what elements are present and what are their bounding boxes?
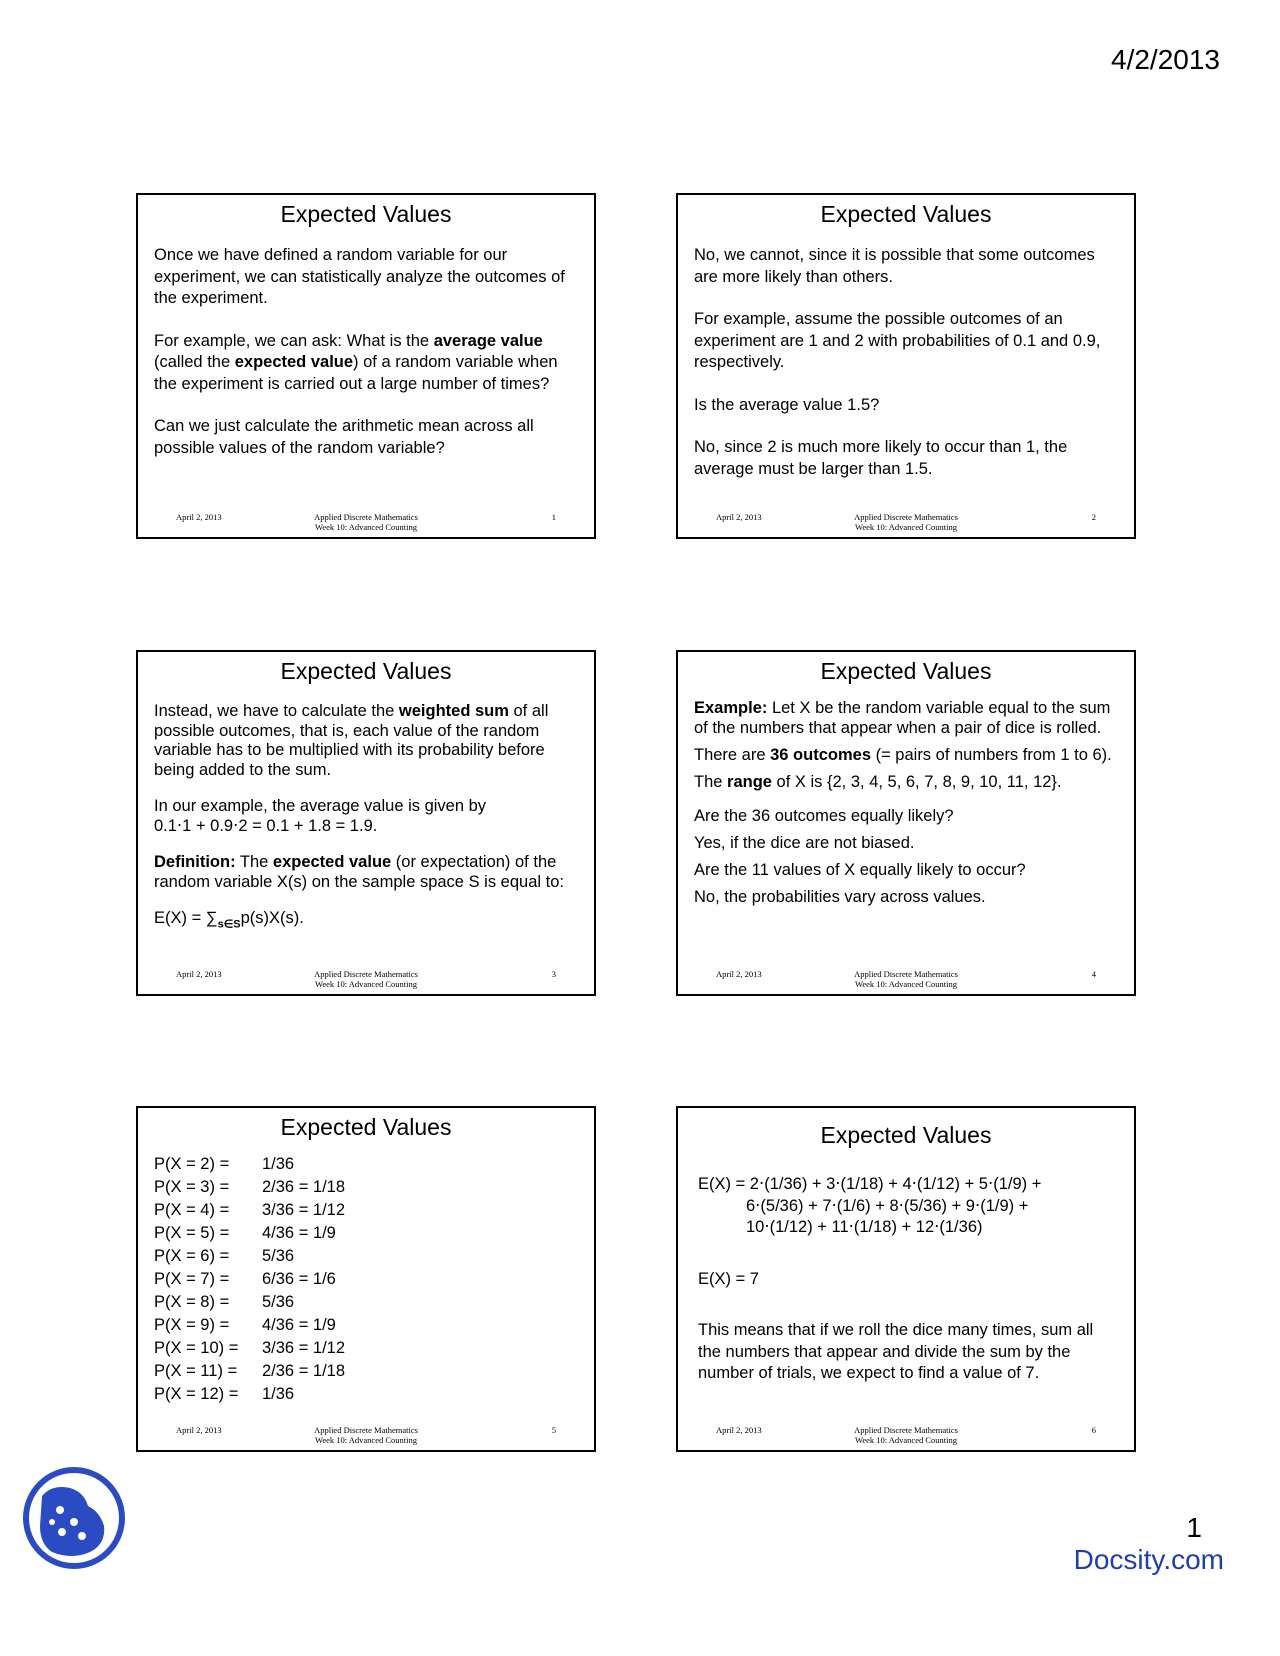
- table-row: [154, 1315, 345, 1338]
- table-cell-label: P(X = 7) =: [154, 1270, 230, 1288]
- table-cell-label: P(X = 6) =: [154, 1247, 230, 1265]
- footer-course: Applied Discrete Mathematics Week 10: Advanced Counting: [314, 512, 418, 532]
- page-date: 4/2/2013: [1111, 44, 1220, 75]
- paragraph: Once we have defined a random variable for our experiment, we can statistically analyze the outcomes of the experiment.: [154, 246, 565, 307]
- footer-date: April 2, 2013: [716, 512, 762, 522]
- footer-date: April 2, 2013: [716, 1425, 762, 1435]
- docsity-logo-icon: [22, 1466, 126, 1570]
- footer-course: Applied Discrete Mathematics Week 10: Advanced Counting: [854, 512, 958, 532]
- formula: $E(X) = \sum_{s\in S}p(s)X(s)$.: [154, 909, 304, 931]
- table-row: [154, 1154, 345, 1177]
- table-cell-value: 1/36: [262, 1155, 295, 1173]
- table-cell-label: P(X = 8) =: [154, 1293, 230, 1311]
- table-cell-label: P(X = 12) =: [154, 1385, 239, 1403]
- paragraph: This means that if we roll the dice many times, sum all the numbers that appear and divide the sum by the number of trials, we expect to find a value of 7.: [698, 1321, 1094, 1382]
- slide-5: [136, 1106, 596, 1452]
- paragraph: No, we cannot, since it is possible that some outcomes are more likely than others.: [694, 246, 1095, 286]
- paragraph: Is the average value 1.5?: [694, 395, 880, 414]
- slide-title: Expected Values: [820, 658, 992, 684]
- table-row: [154, 1338, 345, 1361]
- slide-number: 1: [551, 512, 556, 522]
- page-number: 1: [1186, 1512, 1202, 1543]
- slide-3: [136, 650, 596, 996]
- footer-course: Applied Discrete Mathematics Week 10: Advanced Counting: [854, 969, 958, 989]
- table-cell-value: 5/36: [262, 1293, 295, 1311]
- slide-footer: [678, 510, 1134, 532]
- slide-body: [154, 1154, 578, 1407]
- slide-1: [136, 193, 596, 539]
- footer-course: Applied Discrete Mathematics Week 10: Advanced Counting: [314, 1425, 418, 1445]
- slide-4: [676, 650, 1136, 996]
- paragraph: Can we just calculate the arithmetic mean across all possible values of the random variable?: [154, 417, 534, 457]
- slide-body: [698, 1174, 1118, 1385]
- table-cell-value: 5/36: [262, 1247, 295, 1265]
- table-cell-value: 2/36 = 1/18: [262, 1178, 346, 1196]
- slide-footer: [678, 967, 1134, 989]
- table-cell-value: 4/36 = 1/9: [262, 1224, 336, 1242]
- footer-date: April 2, 2013: [716, 969, 762, 979]
- table-cell-value: 6/36 = 1/6: [262, 1270, 336, 1288]
- table-row: [154, 1361, 345, 1384]
- paragraph: No, since 2 is much more likely to occur than 1, the average must be larger than 1.5.: [694, 438, 1068, 478]
- table-cell-label: P(X = 10) =: [154, 1339, 239, 1357]
- table-cell-value: 1/36: [262, 1385, 295, 1403]
- slide-body: [154, 702, 578, 952]
- slide-title: Expected Values: [820, 1122, 992, 1148]
- paragraph: In our example, the average value is given by 0.1⋅1 + 0.9⋅2 = 0.1 + 1.8 = 1.9.: [154, 797, 487, 835]
- paragraph: No, the probabilities vary across values.: [694, 888, 986, 906]
- slide-body: [694, 245, 1118, 501]
- formula-line: 6⋅(5/36) + 7⋅(1/6) + 8⋅(5/36) + 9⋅(1/9) +: [746, 1196, 1029, 1215]
- paragraph: The range of X is {2, 3, 4, 5, 6, 7, 8, 9, 10, 11, 12}.: [694, 773, 1062, 791]
- table-cell-label: P(X = 11) =: [154, 1362, 238, 1380]
- slide-title: Expected Values: [280, 1114, 452, 1140]
- paragraph: For example, assume the possible outcomes of an experiment are 1 and 2 with probabilities of 0.1 and 0.9, respectively.: [694, 310, 1101, 371]
- brand-link[interactable]: Docsity.com: [1073, 1544, 1224, 1575]
- slide-2: [676, 193, 1136, 539]
- slide-6: [676, 1106, 1136, 1452]
- slide-footer: [138, 510, 594, 532]
- paragraph: There are 36 outcomes (= pairs of numbers from 1 to 6).: [694, 746, 1112, 764]
- table-row: [154, 1177, 345, 1200]
- slide-number: 3: [551, 969, 556, 979]
- table-cell-value: 3/36 = 1/12: [262, 1201, 346, 1219]
- slide-number: 2: [1091, 512, 1096, 522]
- table-cell-label: P(X = 2) =: [154, 1155, 230, 1173]
- table-cell-value: 4/36 = 1/9: [262, 1316, 336, 1334]
- formula-line: 10⋅(1/12) + 11⋅(1/18) + 12⋅(1/36): [746, 1218, 983, 1236]
- paragraph: Yes, if the dice are not biased.: [694, 834, 915, 852]
- footer-date: April 2, 2013: [176, 512, 222, 522]
- table-row: [154, 1223, 345, 1246]
- formula-result: E(X) = 7: [698, 1269, 759, 1288]
- table-cell-label: P(X = 3) =: [154, 1178, 230, 1196]
- table-cell-value: 2/36 = 1/18: [262, 1362, 346, 1380]
- slide-title: Expected Values: [820, 201, 992, 227]
- footer-course: Applied Discrete Mathematics Week 10: Advanced Counting: [854, 1425, 958, 1445]
- table-cell-value: 3/36 = 1/12: [262, 1339, 346, 1357]
- paragraph: Definition: The expected value (or expectation) of the random variable X(s) on the sample space S is equal to:: [154, 853, 564, 891]
- slide-footer: [138, 967, 594, 989]
- paragraph: For example, we can ask: What is the average value (called the expected value) of a random variable when the experiment is carried out a large number of times?: [154, 331, 558, 393]
- slide-number: 6: [1091, 1425, 1096, 1435]
- table-cell-label: P(X = 9) =: [154, 1316, 230, 1334]
- table-row: [154, 1384, 345, 1407]
- slide-title: Expected Values: [280, 658, 452, 684]
- footer-date: April 2, 2013: [176, 969, 222, 979]
- slide-title: Expected Values: [280, 201, 452, 227]
- table-row: [154, 1200, 345, 1223]
- table-row: [154, 1269, 345, 1292]
- paragraph: Are the 11 values of X equally likely to occur?: [694, 861, 1026, 879]
- probability-table: [154, 1154, 345, 1407]
- slide-footer: [678, 1423, 1134, 1445]
- table-cell-label: P(X = 4) =: [154, 1201, 230, 1219]
- paragraph: Instead, we have to calculate the weighted sum of all possible outcomes, that is, each value of the random variable has to be multiplied with its probability before being added to the sum.: [154, 702, 549, 779]
- slide-number: 5: [551, 1425, 556, 1435]
- footer-course: Applied Discrete Mathematics Week 10: Advanced Counting: [314, 969, 418, 989]
- slide-footer: [138, 1423, 594, 1445]
- slide-body: [154, 245, 578, 480]
- formula-line: E(X) = 2⋅(1/36) + 3⋅(1/18) + 4⋅(1/12) + 5⋅(1/9) +: [698, 1175, 1042, 1193]
- paragraph: Example: Let X be the random variable equal to the sum of the numbers that appear when a pair of dice is rolled.: [694, 699, 1111, 737]
- slide-body: [694, 698, 1118, 914]
- table-row: [154, 1246, 345, 1269]
- footer-date: April 2, 2013: [176, 1425, 222, 1435]
- table-row: [154, 1292, 345, 1315]
- table-cell-label: P(X = 5) =: [154, 1224, 230, 1242]
- slide-number: 4: [1091, 969, 1096, 979]
- paragraph: Are the 36 outcomes equally likely?: [694, 807, 954, 825]
